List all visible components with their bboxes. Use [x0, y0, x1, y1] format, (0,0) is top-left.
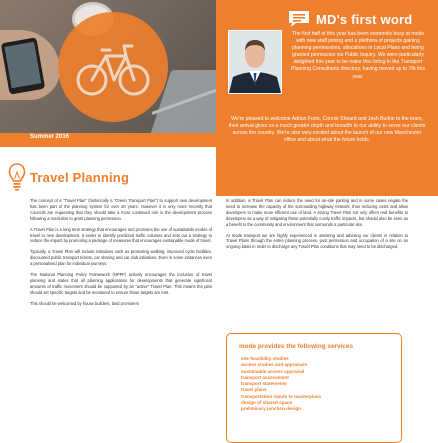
md-intro-text: The first half of this year has been extremely busy at mode with new staff joining and a plethora of projects gaining planning permissions, allocations in Local Plans and being granted permission via Public Inquiry. We were particularly delighted this year to be make this listing in the Transport Planning Consultants directory, having moved up to 7th this year.	[291, 31, 425, 80]
services-title: mode provides the following services	[239, 343, 353, 350]
md-panel-header	[288, 8, 412, 30]
paragraph: A Travel Plan is a long term strategy that encourages and promotes the use of sustainable modes of travel to new development. It seeks to identify predicted traffic volumes and sets out a strategy to reduce the impact by promoting a package of measures that encourages sustainable mode of travel.	[30, 226, 212, 244]
service-item: transport statements	[241, 381, 287, 387]
services-box	[226, 333, 402, 443]
service-item: site feasibility studies	[241, 356, 289, 361]
paragraph: In addition, a Travel Plan can reduce the need for on-site parking and in some cases negate the need to increase the capacity of the surrounding highway network, thus reducing costs and allow developers to make more efficient use of land. A strong Travel Plan not only offers real benefits to developers as a way of mitigating these potentially costly traffic impacts, but should also be seen as a benefit to the community and environment that surrounds a particular site.	[226, 198, 408, 227]
paragraph: This should be welcomed by house builders, land promoters	[30, 300, 139, 306]
service-item: sustainable access appraisal	[241, 368, 305, 374]
service-item: access studies and appraisals	[241, 362, 308, 368]
paragraph: The National Planning Policy Framework (NPPF) actively encourages the inclusion of travel planning and states that all planning applications for developments that generate significant amounts of traffic movement should be supported by an "active" Travel Plan. This means the plan should set specific targets and be monitored to ensure those targets are met.	[30, 272, 212, 295]
right-text-column	[226, 198, 408, 255]
lightbulb-icon	[8, 162, 26, 192]
speech-bubble-icon	[288, 10, 310, 28]
section-heading	[8, 160, 129, 194]
md-first-word-panel	[216, 0, 438, 196]
person-portrait	[229, 31, 281, 93]
bicycle-icon	[76, 32, 150, 102]
md-portrait-photo	[228, 30, 282, 94]
paragraph: At mode transport we are highly experienced in assisting and advising our clients in relation to Travel Plans through the entire planning process, post permission and occupation of a site on an ongoing basis in order to discharge any Travel Plan conditions that may need to be discharged.	[226, 232, 408, 250]
left-text-column	[30, 198, 212, 312]
season-label: Summer 2016	[30, 134, 70, 140]
service-item: transportation inputs to masterplans	[241, 393, 322, 399]
paragraph: Typically, a Travel Plan will include initiatives such as promoting walking, improved cycle facilities, discounted public transport tickets, car sharing and car club initiatives. Even in some instances even a personalised plan for individual journeys.	[30, 249, 212, 267]
service-item: design of shared space	[241, 400, 293, 406]
service-item: travel plans	[241, 387, 267, 393]
services-list	[241, 356, 321, 413]
page-title: Travel Planning	[30, 169, 130, 185]
bicycle-badge	[58, 12, 168, 122]
paragraph: The concept of a "Travel Plan" (historically a "Green Transport Plan") to support new development has been part of the planning system for over 20 years. However it is only more recently that Councils are requesting that they should take a more continued role in the development process following a resolution to grant planning permission.	[30, 198, 212, 221]
service-item: transport assessment	[241, 374, 289, 380]
md-panel-title: MD's first word	[316, 11, 413, 27]
service-item: preliminary junction design	[241, 406, 301, 412]
md-welcome-text: We're pleased to welcome Adrian Forte, Connie Sheard and Josh Burkin to the team, their arrival gives us a much greater depth and breadth to our ability to serve our clients across the country. We're also very excited about the launch of our new Manchester office and about what the future holds.	[228, 116, 426, 144]
